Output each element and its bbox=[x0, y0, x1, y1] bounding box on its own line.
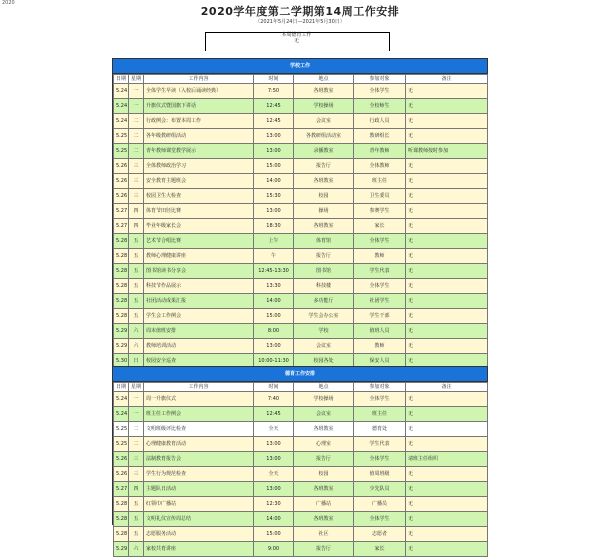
cell-day: 五 bbox=[129, 249, 144, 264]
cell-place: 校园 bbox=[294, 189, 354, 204]
table-row bbox=[114, 279, 488, 294]
cell-note: 无 bbox=[406, 324, 488, 339]
cell-content: 家校共育讲座 bbox=[144, 542, 254, 557]
cell-content: 校园卫生大检查 bbox=[144, 189, 254, 204]
table-row bbox=[114, 174, 488, 189]
cell-place: 体育馆 bbox=[294, 234, 354, 249]
cell-note: 请班主任组织 bbox=[406, 452, 488, 467]
cell-day: 五 bbox=[129, 309, 144, 324]
cell-day: 五 bbox=[129, 264, 144, 279]
schedule-table bbox=[113, 74, 488, 369]
cell-date: 5.25 bbox=[114, 129, 129, 144]
column-header: 地点 bbox=[294, 75, 354, 84]
date-range: （2021年5月24日—2021年5月30日） bbox=[255, 19, 345, 25]
school-logo: 2020 bbox=[2, 0, 15, 6]
table-row bbox=[114, 159, 488, 174]
cell-day: 一 bbox=[129, 392, 144, 407]
column-header: 时间 bbox=[254, 383, 294, 392]
cell-time: 14:00 bbox=[254, 174, 294, 189]
cell-time: 12:45-13:30 bbox=[254, 264, 294, 279]
cell-place: 校园各处 bbox=[294, 354, 354, 369]
cell-day: 三 bbox=[129, 452, 144, 467]
cell-time: 15:00 bbox=[254, 159, 294, 174]
cell-note: 无 bbox=[406, 114, 488, 129]
cell-date: 5.29 bbox=[114, 339, 129, 354]
cell-date: 5.24 bbox=[114, 114, 129, 129]
cell-content: 学生行为规范检查 bbox=[144, 467, 254, 482]
cell-date: 5.26 bbox=[114, 159, 129, 174]
cell-note: 无 bbox=[406, 497, 488, 512]
cell-date: 5.30 bbox=[114, 354, 129, 369]
cell-date: 5.28 bbox=[114, 512, 129, 527]
table-body bbox=[114, 84, 488, 369]
cell-note: 无 bbox=[406, 189, 488, 204]
table-row bbox=[114, 422, 488, 437]
cell-people: 全体学生 bbox=[354, 279, 406, 294]
cell-content: 主题队日活动 bbox=[144, 482, 254, 497]
cell-note: 无 bbox=[406, 129, 488, 144]
table-row bbox=[114, 234, 488, 249]
cell-place: 报告厅 bbox=[294, 159, 354, 174]
cell-people: 广播员 bbox=[354, 497, 406, 512]
cell-date: 5.24 bbox=[114, 407, 129, 422]
cell-date: 5.28 bbox=[114, 527, 129, 542]
cell-people: 班主任 bbox=[354, 174, 406, 189]
cell-day: 四 bbox=[129, 219, 144, 234]
cell-place: 学校操场 bbox=[294, 392, 354, 407]
cell-date: 5.28 bbox=[114, 234, 129, 249]
cell-people: 参赛学生 bbox=[354, 204, 406, 219]
cell-time: 12:30 bbox=[254, 497, 294, 512]
cell-content: 社团活动成果汇报 bbox=[144, 294, 254, 309]
cell-content: 校园安全巡查 bbox=[144, 354, 254, 369]
cell-people: 全校师生 bbox=[354, 99, 406, 114]
cell-content: 全体学生早读（入校后诵读经典） bbox=[144, 84, 254, 99]
cell-content: 红领巾广播站 bbox=[144, 497, 254, 512]
cell-note: 无 bbox=[406, 422, 488, 437]
cell-place: 各班教室 bbox=[294, 84, 354, 99]
cell-date: 5.28 bbox=[114, 309, 129, 324]
cell-time: 12:45 bbox=[254, 407, 294, 422]
center-note-sub: 无 bbox=[293, 38, 299, 44]
cell-people: 教研组长 bbox=[354, 129, 406, 144]
cell-day: 五 bbox=[129, 294, 144, 309]
cell-people: 值周班级 bbox=[354, 467, 406, 482]
cell-people: 全体学生 bbox=[354, 234, 406, 249]
cell-people: 社团学生 bbox=[354, 294, 406, 309]
cell-time: 13:00 bbox=[254, 339, 294, 354]
cell-people: 全体学生 bbox=[354, 452, 406, 467]
cell-content: 志愿服务活动 bbox=[144, 527, 254, 542]
cell-date: 5.26 bbox=[114, 452, 129, 467]
cell-date: 5.25 bbox=[114, 422, 129, 437]
cell-note: 无 bbox=[406, 249, 488, 264]
cell-content: 升旗仪式暨国旗下讲话 bbox=[144, 99, 254, 114]
cell-day: 二 bbox=[129, 437, 144, 452]
cell-place: 报告厅 bbox=[294, 249, 354, 264]
cell-note: 无 bbox=[406, 542, 488, 557]
cell-time: 13:00 bbox=[254, 144, 294, 159]
cell-content: 周末值班安排 bbox=[144, 324, 254, 339]
cell-note: 无 bbox=[406, 309, 488, 324]
cell-date: 5.25 bbox=[114, 437, 129, 452]
table-row bbox=[114, 437, 488, 452]
cell-content: 青年教师课堂教学展示 bbox=[144, 144, 254, 159]
cell-place: 各班教室 bbox=[294, 422, 354, 437]
cell-people: 班主任 bbox=[354, 407, 406, 422]
cell-note: 无 bbox=[406, 294, 488, 309]
cell-note: 无 bbox=[406, 234, 488, 249]
cell-people: 保安人员 bbox=[354, 354, 406, 369]
cell-note: 无 bbox=[406, 264, 488, 279]
cell-time: 12:45 bbox=[254, 114, 294, 129]
column-header: 日期 bbox=[114, 383, 129, 392]
cell-time: 13:00 bbox=[254, 452, 294, 467]
section-title: 学校工作 bbox=[113, 59, 487, 74]
cell-content: 法制教育报告会 bbox=[144, 452, 254, 467]
cell-date: 5.29 bbox=[114, 542, 129, 557]
cell-place: 各班教室 bbox=[294, 219, 354, 234]
cell-day: 六 bbox=[129, 339, 144, 354]
cell-place: 会议室 bbox=[294, 114, 354, 129]
cell-time: 10:00-11:30 bbox=[254, 354, 294, 369]
cell-people: 学生干部 bbox=[354, 309, 406, 324]
cell-place: 各班教室 bbox=[294, 174, 354, 189]
cell-day: 四 bbox=[129, 482, 144, 497]
cell-time: 15:00 bbox=[254, 527, 294, 542]
cell-content: 心理健康教育活动 bbox=[144, 437, 254, 452]
page-title: 2020学年度第二学期第14周工作安排 bbox=[200, 5, 400, 18]
cell-content: 安全教育主题班会 bbox=[144, 174, 254, 189]
cell-day: 二 bbox=[129, 129, 144, 144]
cell-day: 六 bbox=[129, 542, 144, 557]
cell-content: 科技节作品展示 bbox=[144, 279, 254, 294]
cell-day: 六 bbox=[129, 324, 144, 339]
cell-day: 二 bbox=[129, 144, 144, 159]
table-body bbox=[114, 392, 488, 557]
cell-note: 无 bbox=[406, 512, 488, 527]
table-row bbox=[114, 512, 488, 527]
cell-note: 无 bbox=[406, 339, 488, 354]
cell-people: 全体学生 bbox=[354, 392, 406, 407]
cell-content: 教师培训活动 bbox=[144, 339, 254, 354]
cell-content: 班主任工作例会 bbox=[144, 407, 254, 422]
moral-work-table bbox=[112, 366, 488, 552]
cell-date: 5.25 bbox=[114, 144, 129, 159]
cell-people: 家长 bbox=[354, 542, 406, 557]
cell-time: 7:50 bbox=[254, 84, 294, 99]
table-row bbox=[114, 339, 488, 354]
cell-content: 体育节田径比赛 bbox=[144, 204, 254, 219]
cell-date: 5.24 bbox=[114, 99, 129, 114]
cell-place: 学校操场 bbox=[294, 99, 354, 114]
cell-people: 志愿者 bbox=[354, 527, 406, 542]
cell-content: 行政例会：布置本周工作 bbox=[144, 114, 254, 129]
cell-content: 全体教师政治学习 bbox=[144, 159, 254, 174]
column-header: 星期 bbox=[129, 75, 144, 84]
cell-note: 无 bbox=[406, 467, 488, 482]
cell-date: 5.29 bbox=[114, 324, 129, 339]
column-header: 备注 bbox=[406, 75, 488, 84]
table-row bbox=[114, 294, 488, 309]
cell-place: 报告厅 bbox=[294, 542, 354, 557]
cell-date: 5.24 bbox=[114, 392, 129, 407]
cell-day: 四 bbox=[129, 204, 144, 219]
cell-note: 无 bbox=[406, 354, 488, 369]
cell-note: 无 bbox=[406, 174, 488, 189]
cell-time: 13:00 bbox=[254, 204, 294, 219]
table-row bbox=[114, 467, 488, 482]
table-row bbox=[114, 392, 488, 407]
cell-place: 校园 bbox=[294, 467, 354, 482]
center-note-title: 本周德育工作 bbox=[281, 32, 312, 38]
cell-time: 午 bbox=[254, 249, 294, 264]
cell-date: 5.26 bbox=[114, 467, 129, 482]
column-header: 参加对象 bbox=[354, 383, 406, 392]
cell-place: 多功能厅 bbox=[294, 294, 354, 309]
cell-place: 学校 bbox=[294, 324, 354, 339]
cell-place: 操场 bbox=[294, 204, 354, 219]
table-row bbox=[114, 309, 488, 324]
schedule-table bbox=[113, 382, 488, 557]
table-row bbox=[114, 219, 488, 234]
table-header-row bbox=[114, 383, 488, 392]
cell-day: 五 bbox=[129, 527, 144, 542]
column-header: 星期 bbox=[129, 383, 144, 392]
table-row bbox=[114, 482, 488, 497]
table-row bbox=[114, 264, 488, 279]
cell-place: 科技楼 bbox=[294, 279, 354, 294]
cell-time: 13:00 bbox=[254, 482, 294, 497]
cell-note: 无 bbox=[406, 84, 488, 99]
table-row bbox=[114, 527, 488, 542]
cell-date: 5.28 bbox=[114, 264, 129, 279]
cell-content: 周一升旗仪式 bbox=[144, 392, 254, 407]
cell-people: 学生代表 bbox=[354, 437, 406, 452]
cell-place: 各班教室 bbox=[294, 482, 354, 497]
cell-note: 无 bbox=[406, 407, 488, 422]
cell-time: 上午 bbox=[254, 234, 294, 249]
cell-place: 社区 bbox=[294, 527, 354, 542]
column-header: 日期 bbox=[114, 75, 129, 84]
cell-day: 五 bbox=[129, 512, 144, 527]
column-header: 备注 bbox=[406, 383, 488, 392]
cell-note: 无 bbox=[406, 219, 488, 234]
table-row bbox=[114, 324, 488, 339]
table-row bbox=[114, 407, 488, 422]
cell-time: 15:30 bbox=[254, 189, 294, 204]
cell-day: 三 bbox=[129, 189, 144, 204]
cell-people: 教师 bbox=[354, 339, 406, 354]
cell-content: 图书馆读书分享会 bbox=[144, 264, 254, 279]
cell-time: 7:40 bbox=[254, 392, 294, 407]
table-row bbox=[114, 249, 488, 264]
cell-time: 15:00 bbox=[254, 309, 294, 324]
table-row bbox=[114, 542, 488, 557]
cell-note: 无 bbox=[406, 99, 488, 114]
cell-place: 学生会办公室 bbox=[294, 309, 354, 324]
cell-date: 5.26 bbox=[114, 174, 129, 189]
table-row bbox=[114, 129, 488, 144]
table-row bbox=[114, 204, 488, 219]
cell-people: 家长 bbox=[354, 219, 406, 234]
cell-date: 5.28 bbox=[114, 497, 129, 512]
cell-people: 全体学生 bbox=[354, 512, 406, 527]
cell-time: 18:30 bbox=[254, 219, 294, 234]
cell-content: 教师心理健康讲座 bbox=[144, 249, 254, 264]
cell-date: 5.24 bbox=[114, 84, 129, 99]
cell-note: 无 bbox=[406, 392, 488, 407]
cell-content: 各年级教研组活动 bbox=[144, 129, 254, 144]
column-header: 时间 bbox=[254, 75, 294, 84]
cell-day: 五 bbox=[129, 497, 144, 512]
cell-date: 5.27 bbox=[114, 482, 129, 497]
table-row bbox=[114, 84, 488, 99]
table-row bbox=[114, 497, 488, 512]
cell-day: 一 bbox=[129, 99, 144, 114]
cell-day: 日 bbox=[129, 354, 144, 369]
cell-date: 5.28 bbox=[114, 249, 129, 264]
column-header: 地点 bbox=[294, 383, 354, 392]
cell-date: 5.27 bbox=[114, 204, 129, 219]
cell-note: 无 bbox=[406, 159, 488, 174]
cell-people: 德育处 bbox=[354, 422, 406, 437]
cell-people: 卫生委员 bbox=[354, 189, 406, 204]
cell-people: 全体学生 bbox=[354, 84, 406, 99]
cell-place: 图书馆 bbox=[294, 264, 354, 279]
cell-place: 录播教室 bbox=[294, 144, 354, 159]
cell-people: 教师 bbox=[354, 249, 406, 264]
cell-place: 各教研组活动室 bbox=[294, 129, 354, 144]
cell-day: 一 bbox=[129, 407, 144, 422]
cell-time: 9:00 bbox=[254, 542, 294, 557]
column-header: 参加对象 bbox=[354, 75, 406, 84]
cell-note: 无 bbox=[406, 482, 488, 497]
cell-note: 听课教师按时参加 bbox=[406, 144, 488, 159]
cell-day: 二 bbox=[129, 422, 144, 437]
cell-content: 毕业年级家长会 bbox=[144, 219, 254, 234]
cell-people: 值班人员 bbox=[354, 324, 406, 339]
cell-place: 会议室 bbox=[294, 339, 354, 354]
school-work-table bbox=[112, 58, 488, 370]
cell-time: 14:00 bbox=[254, 294, 294, 309]
column-header: 工作内容 bbox=[144, 383, 254, 392]
table-header-row bbox=[114, 75, 488, 84]
cell-time: 全天 bbox=[254, 467, 294, 482]
table-row bbox=[114, 99, 488, 114]
cell-note: 无 bbox=[406, 279, 488, 294]
cell-day: 五 bbox=[129, 234, 144, 249]
cell-time: 13:30 bbox=[254, 279, 294, 294]
cell-date: 5.28 bbox=[114, 294, 129, 309]
cell-note: 无 bbox=[406, 437, 488, 452]
column-header: 工作内容 bbox=[144, 75, 254, 84]
cell-place: 心理室 bbox=[294, 437, 354, 452]
cell-date: 5.27 bbox=[114, 219, 129, 234]
center-note bbox=[205, 32, 388, 44]
cell-people: 全体教师 bbox=[354, 159, 406, 174]
cell-place: 广播站 bbox=[294, 497, 354, 512]
cell-day: 三 bbox=[129, 467, 144, 482]
cell-time: 12:45 bbox=[254, 99, 294, 114]
cell-people: 行政人员 bbox=[354, 114, 406, 129]
cell-time: 全天 bbox=[254, 422, 294, 437]
cell-note: 无 bbox=[406, 204, 488, 219]
table-row bbox=[114, 189, 488, 204]
cell-date: 5.28 bbox=[114, 279, 129, 294]
cell-content: 文明礼仪宣传周总结 bbox=[144, 512, 254, 527]
cell-place: 会议室 bbox=[294, 407, 354, 422]
cell-day: 五 bbox=[129, 279, 144, 294]
cell-content: 文明班级评比检查 bbox=[144, 422, 254, 437]
cell-place: 各班教室 bbox=[294, 512, 354, 527]
cell-date: 5.26 bbox=[114, 189, 129, 204]
cell-people: 学生代表 bbox=[354, 264, 406, 279]
cell-note: 无 bbox=[406, 527, 488, 542]
cell-time: 13:00 bbox=[254, 437, 294, 452]
cell-day: 三 bbox=[129, 174, 144, 189]
cell-day: 二 bbox=[129, 114, 144, 129]
table-row bbox=[114, 452, 488, 467]
table-row bbox=[114, 114, 488, 129]
cell-day: 三 bbox=[129, 159, 144, 174]
table-row bbox=[114, 144, 488, 159]
cell-content: 学生会工作例会 bbox=[144, 309, 254, 324]
cell-people: 少先队员 bbox=[354, 482, 406, 497]
cell-people: 青年教师 bbox=[354, 144, 406, 159]
cell-day: 一 bbox=[129, 84, 144, 99]
cell-time: 14:00 bbox=[254, 512, 294, 527]
cell-time: 13:00 bbox=[254, 129, 294, 144]
cell-place: 报告厅 bbox=[294, 452, 354, 467]
cell-content: 艺术节合唱比赛 bbox=[144, 234, 254, 249]
cell-time: 8:00 bbox=[254, 324, 294, 339]
section-title: 德育工作安排 bbox=[113, 367, 487, 382]
